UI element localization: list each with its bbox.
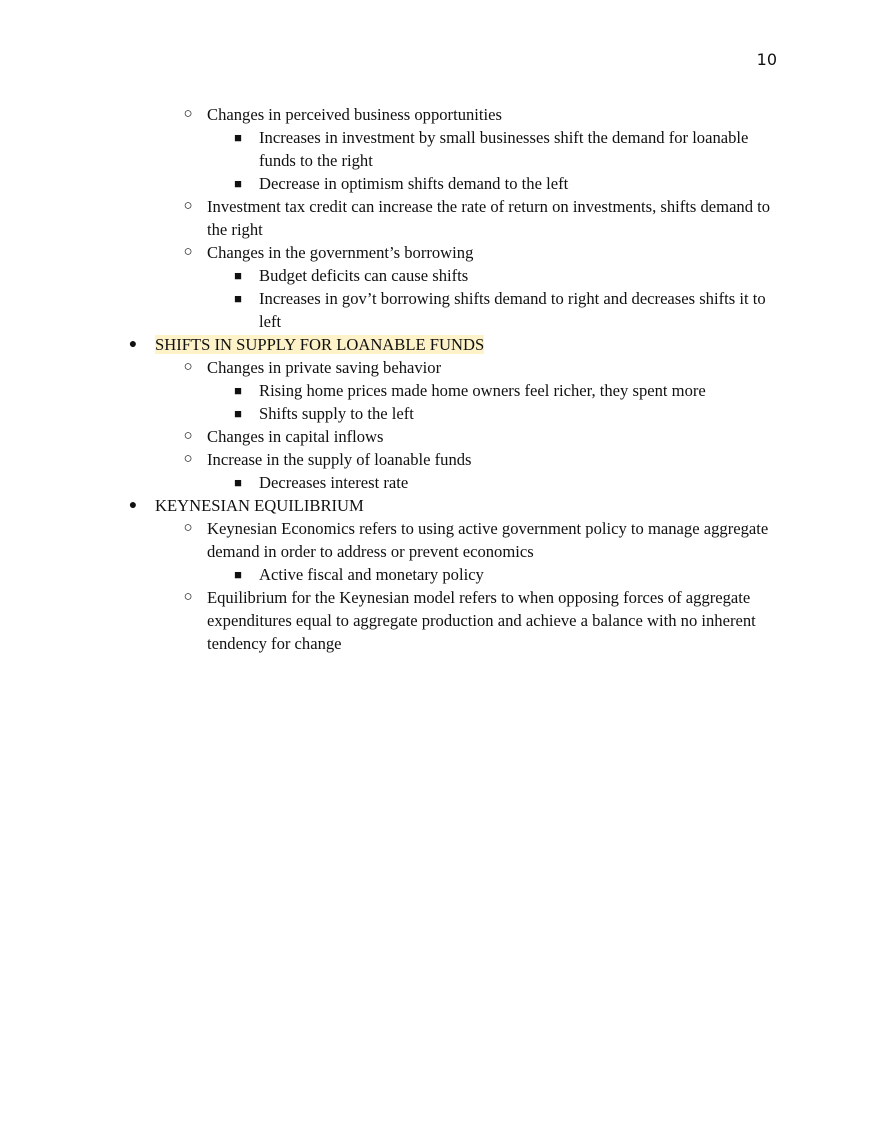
square-bullet-icon: ■ (234, 291, 242, 306)
list-item (0, 356, 880, 379)
list-item-text: Keynesian Economics refers to using active government policy to manage aggregate demand in order to address or prevent economics (207, 519, 769, 561)
square-bullet-icon: ■ (234, 475, 242, 490)
list-item-text: Budget deficits can cause shifts (259, 266, 469, 285)
list-item (0, 517, 880, 563)
list-item (0, 264, 880, 287)
filled-circle-bullet-icon: ● (128, 337, 138, 352)
list-item-text: Changes in perceived business opportunities (207, 105, 502, 124)
list-item-text: Rising home prices made home owners feel richer, they spent more (259, 381, 706, 400)
square-bullet-icon: ■ (234, 383, 242, 398)
hollow-circle-bullet-icon: ○ (183, 198, 193, 214)
hollow-circle-bullet-icon: ○ (183, 520, 193, 536)
list-item (0, 103, 880, 126)
list-item (0, 287, 880, 333)
list-item-text: Investment tax credit can increase the rate of return on investments, shifts demand to the right (207, 197, 771, 239)
square-bullet-icon: ■ (234, 406, 242, 421)
section-heading-keynesian-equilibrium (0, 494, 880, 517)
list-item-text: Decreases interest rate (259, 473, 409, 492)
list-item (0, 586, 880, 655)
hollow-circle-bullet-icon: ○ (183, 106, 193, 122)
list-item (0, 448, 880, 471)
list-item-text: Changes in private saving behavior (207, 358, 442, 377)
filled-circle-bullet-icon: ● (128, 498, 138, 513)
list-item-text: Increases in gov’t borrowing shifts demand to right and decreases shifts it to left (259, 289, 766, 331)
list-item-text: Active fiscal and monetary policy (259, 565, 484, 584)
list-item-text: Equilibrium for the Keynesian model refers to when opposing forces of aggregate expenditures equal to aggregate production and achieve a balance with no inherent tendency for change (207, 588, 756, 653)
square-bullet-icon: ■ (234, 130, 242, 145)
list-item (0, 425, 880, 448)
list-item (0, 172, 880, 195)
list-item-text: Decrease in optimism shifts demand to the left (259, 174, 569, 193)
list-item (0, 402, 880, 425)
list-item (0, 195, 880, 241)
hollow-circle-bullet-icon: ○ (183, 451, 193, 467)
hollow-circle-bullet-icon: ○ (183, 589, 193, 605)
list-item-text: Changes in the government’s borrowing (207, 243, 474, 262)
list-item-text: Changes in capital inflows (207, 427, 384, 446)
square-bullet-icon: ■ (234, 567, 242, 582)
list-item (0, 379, 880, 402)
square-bullet-icon: ■ (234, 268, 242, 283)
highlighted-heading-text: SHIFTS IN SUPPLY FOR LOANABLE FUNDS (155, 335, 485, 354)
square-bullet-icon: ■ (234, 176, 242, 191)
page-number: 10 (756, 50, 777, 69)
list-item-text: Shifts supply to the left (259, 404, 414, 423)
list-item (0, 241, 880, 264)
hollow-circle-bullet-icon: ○ (183, 359, 193, 375)
heading-text: KEYNESIAN EQUILIBRIUM (155, 496, 364, 515)
section-heading-supply-shifts (0, 333, 880, 356)
list-item-text: Increases in investment by small businesses shift the demand for loanable funds to the right (259, 128, 749, 170)
list-item-text: Increase in the supply of loanable funds (207, 450, 472, 469)
list-item (0, 471, 880, 494)
list-item (0, 563, 880, 586)
hollow-circle-bullet-icon: ○ (183, 428, 193, 444)
list-item (0, 126, 880, 172)
hollow-circle-bullet-icon: ○ (183, 244, 193, 260)
document-body (0, 103, 880, 655)
